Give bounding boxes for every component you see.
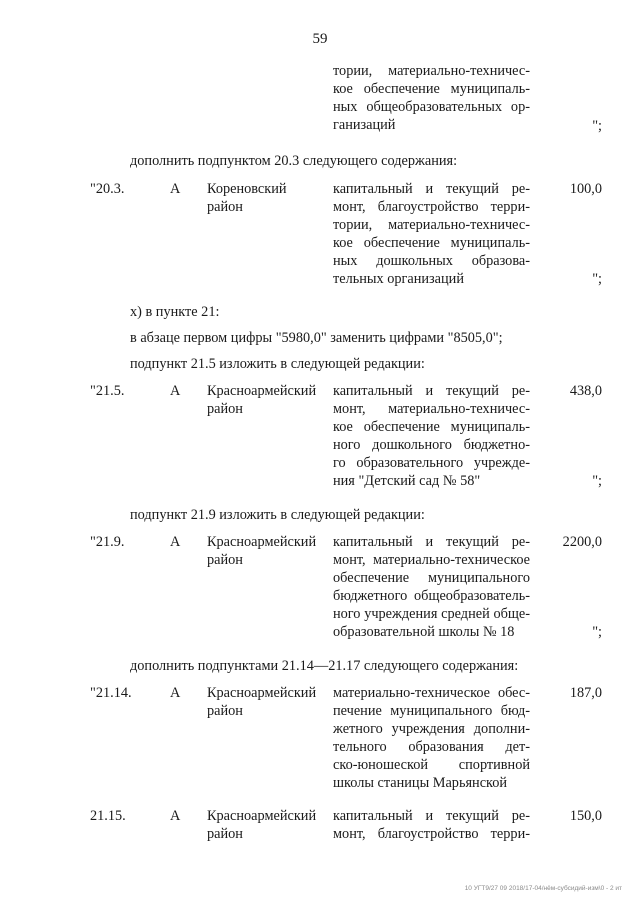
row-territory — [207, 180, 287, 216]
description-line: тории, материально-техничес- — [333, 217, 530, 233]
row-description — [333, 180, 530, 288]
row-description — [333, 533, 530, 641]
row-amount: 438,0 — [569, 383, 602, 399]
row-territory — [207, 382, 316, 418]
description-line: ния "Детский сад № 58" — [333, 473, 481, 489]
territory-line: район — [207, 199, 243, 215]
row-number: "20.3. — [90, 181, 125, 197]
description-line: капитальный и текущий ре- — [333, 181, 530, 197]
description-line: монт, материально-техническое — [333, 552, 530, 568]
description-line: кое обеспечение муниципаль- — [333, 235, 530, 251]
row-category: А — [170, 181, 181, 197]
row-territory — [207, 807, 316, 843]
paragraph-add-21-14-21-17: дополнить подпунктами 21.14—21.17 следующего содержания: — [130, 658, 519, 674]
description-line: кое обеспечение муниципаль- — [333, 419, 530, 435]
description-line: капитальный и текущий ре- — [333, 808, 530, 824]
closing-quote: "; — [592, 624, 602, 640]
row-category: А — [170, 534, 181, 550]
description-line: ного учреждения средней обще- — [333, 606, 530, 622]
description-line: капитальный и текущий ре- — [333, 534, 530, 550]
paragraph-replace-figures: в абзаце первом цифры "5980,0" заменить цифрами "8505,0"; — [130, 330, 503, 346]
row-description — [333, 684, 530, 792]
page-number: 59 — [312, 31, 328, 47]
paragraph-add-20-3: дополнить подпунктом 20.3 следующего содержания: — [130, 153, 458, 169]
description-line: бюджетного общеобразователь- — [333, 588, 530, 604]
row-number: 21.15. — [90, 808, 126, 824]
description-line: образовательной школы № 18 — [333, 624, 515, 640]
row-territory — [207, 684, 316, 720]
description-line: школы станицы Марьянской — [333, 775, 508, 791]
row-category: А — [170, 685, 181, 701]
territory-line: Красноармейский — [207, 534, 317, 550]
continuation-description — [333, 62, 530, 134]
description-line: обеспечение муниципального — [333, 570, 530, 586]
description-line: монт, благоустройство терри- — [333, 826, 530, 842]
row-description — [333, 807, 530, 843]
description-line: печение муниципального бюд- — [333, 703, 530, 719]
row-category: А — [170, 383, 181, 399]
row-category: А — [170, 808, 181, 824]
row-amount: 2200,0 — [562, 534, 602, 550]
territory-line: Красноармейский — [207, 685, 317, 701]
territory-line: Красноармейский — [207, 383, 317, 399]
territory-line: Кореновский — [207, 181, 287, 197]
description-line: монт, материально-техничес- — [333, 401, 530, 417]
description-line: монт, благоустройство терри- — [333, 199, 530, 215]
description-line: ганизаций — [333, 117, 396, 133]
territory-line: район — [207, 826, 243, 842]
paragraph-edit-21-5: подпункт 21.5 изложить в следующей редакции: — [130, 356, 425, 372]
description-line: ско-юношеской спортивной — [333, 757, 530, 773]
row-territory — [207, 533, 316, 569]
description-line: ного дошкольного бюджетно- — [333, 437, 530, 453]
row-description — [333, 382, 530, 490]
description-line: ных дошкольных образова- — [333, 253, 530, 269]
territory-line: район — [207, 401, 243, 417]
footer-file-path: 10 УГТ9/27 09 2018/17-04/нём-субсидий-изм\0 - 2 ит — [464, 885, 622, 892]
territory-line: район — [207, 703, 243, 719]
paragraph-item-21: х) в пункте 21: — [130, 304, 220, 320]
row-number: "21.9. — [90, 534, 125, 550]
description-line: ных общеобразовательных ор- — [333, 99, 530, 115]
closing-quote: "; — [592, 271, 602, 287]
description-line: тельного образования дет- — [333, 739, 530, 755]
row-number: "21.14. — [90, 685, 132, 701]
description-line: кое обеспечение муниципаль- — [333, 81, 530, 97]
territory-line: район — [207, 552, 243, 568]
row-amount: 100,0 — [569, 181, 602, 197]
description-line: капитальный и текущий ре- — [333, 383, 530, 399]
row-number: "21.5. — [90, 383, 125, 399]
description-line: тельных организаций — [333, 271, 464, 287]
row-amount: 187,0 — [569, 685, 602, 701]
territory-line: Красноармейский — [207, 808, 317, 824]
description-line: тории, материально-техничес- — [333, 63, 530, 79]
closing-quote: "; — [592, 118, 602, 134]
closing-quote: "; — [592, 473, 602, 489]
description-line: го образовательного учрежде- — [333, 455, 530, 471]
description-line: материально-техническое обес- — [333, 685, 530, 701]
paragraph-edit-21-9: подпункт 21.9 изложить в следующей редакции: — [130, 507, 425, 523]
description-line: жетного учреждения дополни- — [333, 721, 530, 737]
row-amount: 150,0 — [569, 808, 602, 824]
